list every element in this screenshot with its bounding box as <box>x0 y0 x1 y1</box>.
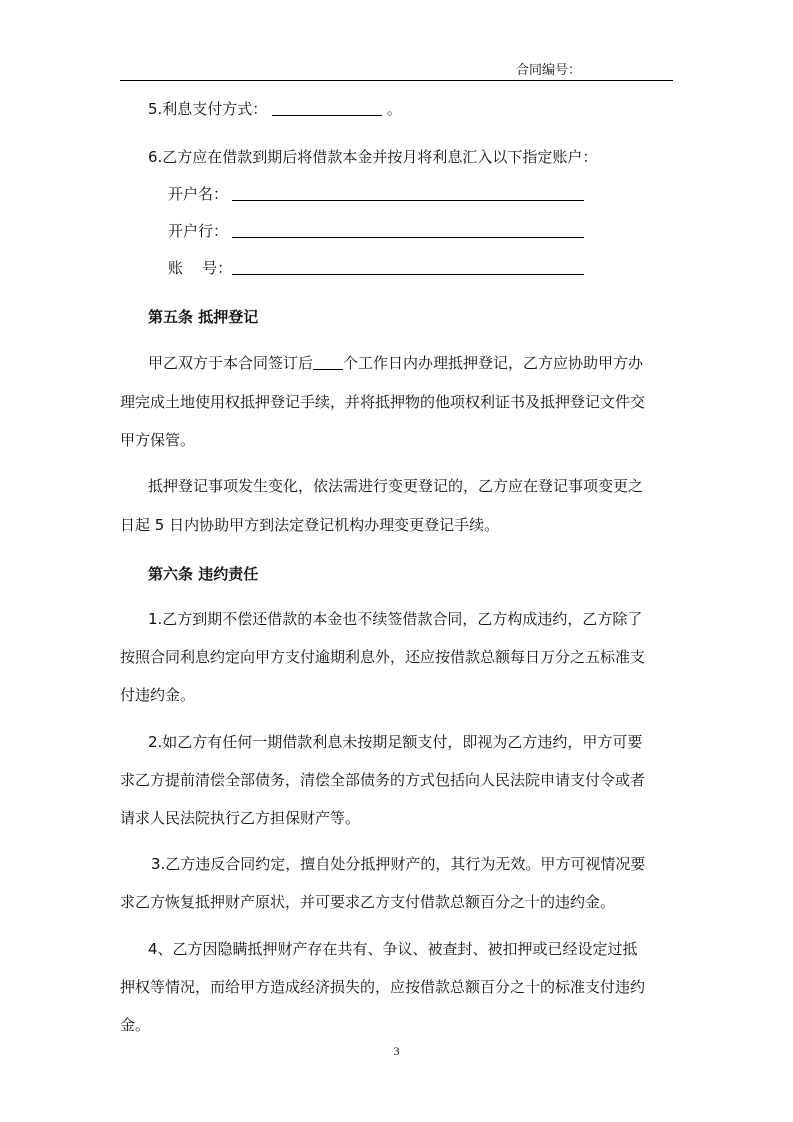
account-number-blank[interactable] <box>232 259 584 275</box>
article6-c1-line2: 按照合同利息约定向甲方支付逾期利息外，还应按借款总额每日万分之五标准支 <box>120 648 646 666</box>
bank-blank[interactable] <box>232 222 584 238</box>
article5-p2-line1: 抵押登记事项发生变化，依法需进行变更登记的，乙方应在登记事项变更之 <box>148 477 644 495</box>
article5-p2-line2: 日起 5 日内协助甲方到法定登记机构办理变更登记手续。 <box>120 516 500 534</box>
article5-p1-line1: 甲乙双方于本合同签订后 个工作日内办理抵押登记，乙方应协助甲方办 <box>148 354 644 372</box>
article6-c4-line3: 金。 <box>120 1016 151 1034</box>
article5-p1-line3: 甲方保管。 <box>120 431 196 449</box>
account-name-label: 开户名： <box>168 185 229 203</box>
article6-c1-line3: 付违约金。 <box>120 686 196 704</box>
article6-title: 第六条 违约责任 <box>148 565 259 583</box>
bank-line <box>168 221 584 241</box>
account-name-blank[interactable] <box>232 185 584 201</box>
page-number: 3 <box>393 1044 400 1058</box>
bank-label: 开户行： <box>168 222 229 240</box>
workdays-blank[interactable] <box>313 354 343 370</box>
article6-c2-line1: 2.如乙方有任何一期借款利息未按期足额支付，即视为乙方违约，甲方可要 <box>148 733 643 751</box>
account-number-line <box>168 258 584 278</box>
interest-payment-line: 5.利息支付方式： 。 <box>148 100 402 118</box>
contract-number-label: 合同编号： <box>515 63 581 78</box>
article5-title: 第五条 抵押登记 <box>148 308 259 326</box>
article6-c4-line2: 押权等情况，而给甲方造成经济损失的，应按借款总额百分之十的标准支付违约 <box>120 978 646 996</box>
account-intro: 6.乙方应在借款到期后将借款本金并按月将利息汇入以下指定账户： <box>148 148 598 166</box>
article6-c2-line2: 求乙方提前清偿全部债务，清偿全部债务的方式包括向人民法院申请支付令或者 <box>120 771 646 789</box>
article6-c2-line3: 请求人民法院执行乙方担保财产等。 <box>120 809 361 827</box>
account-name-line <box>168 184 584 204</box>
account-number-label: 账 号： <box>168 259 233 277</box>
header-rule <box>120 62 673 81</box>
interest-payment-label: 5.利息支付方式： <box>148 100 268 118</box>
article6-c3-line2: 求乙方恢复抵押财产原状，并可要求乙方支付借款总额百分之十的违约金。 <box>120 893 616 911</box>
article6-c3-line1: 3.乙方违反合同约定，擅自处分抵押财产的，其行为无效。甲方可视情况要 <box>151 855 646 873</box>
article6-c1-line1: 1.乙方到期不偿还借款的本金也不续签借款合同，乙方构成违约，乙方除了 <box>148 610 643 628</box>
article6-c4-line1: 4、乙方因隐瞒抵押财产存在共有、争议、被查封、被扣押或已经设定过抵 <box>148 940 638 958</box>
article5-p1-line2: 理完成土地使用权抵押登记手续，并将抵押物的他项权利证书及抵押登记文件交 <box>120 393 646 411</box>
interest-payment-blank[interactable] <box>272 100 382 116</box>
